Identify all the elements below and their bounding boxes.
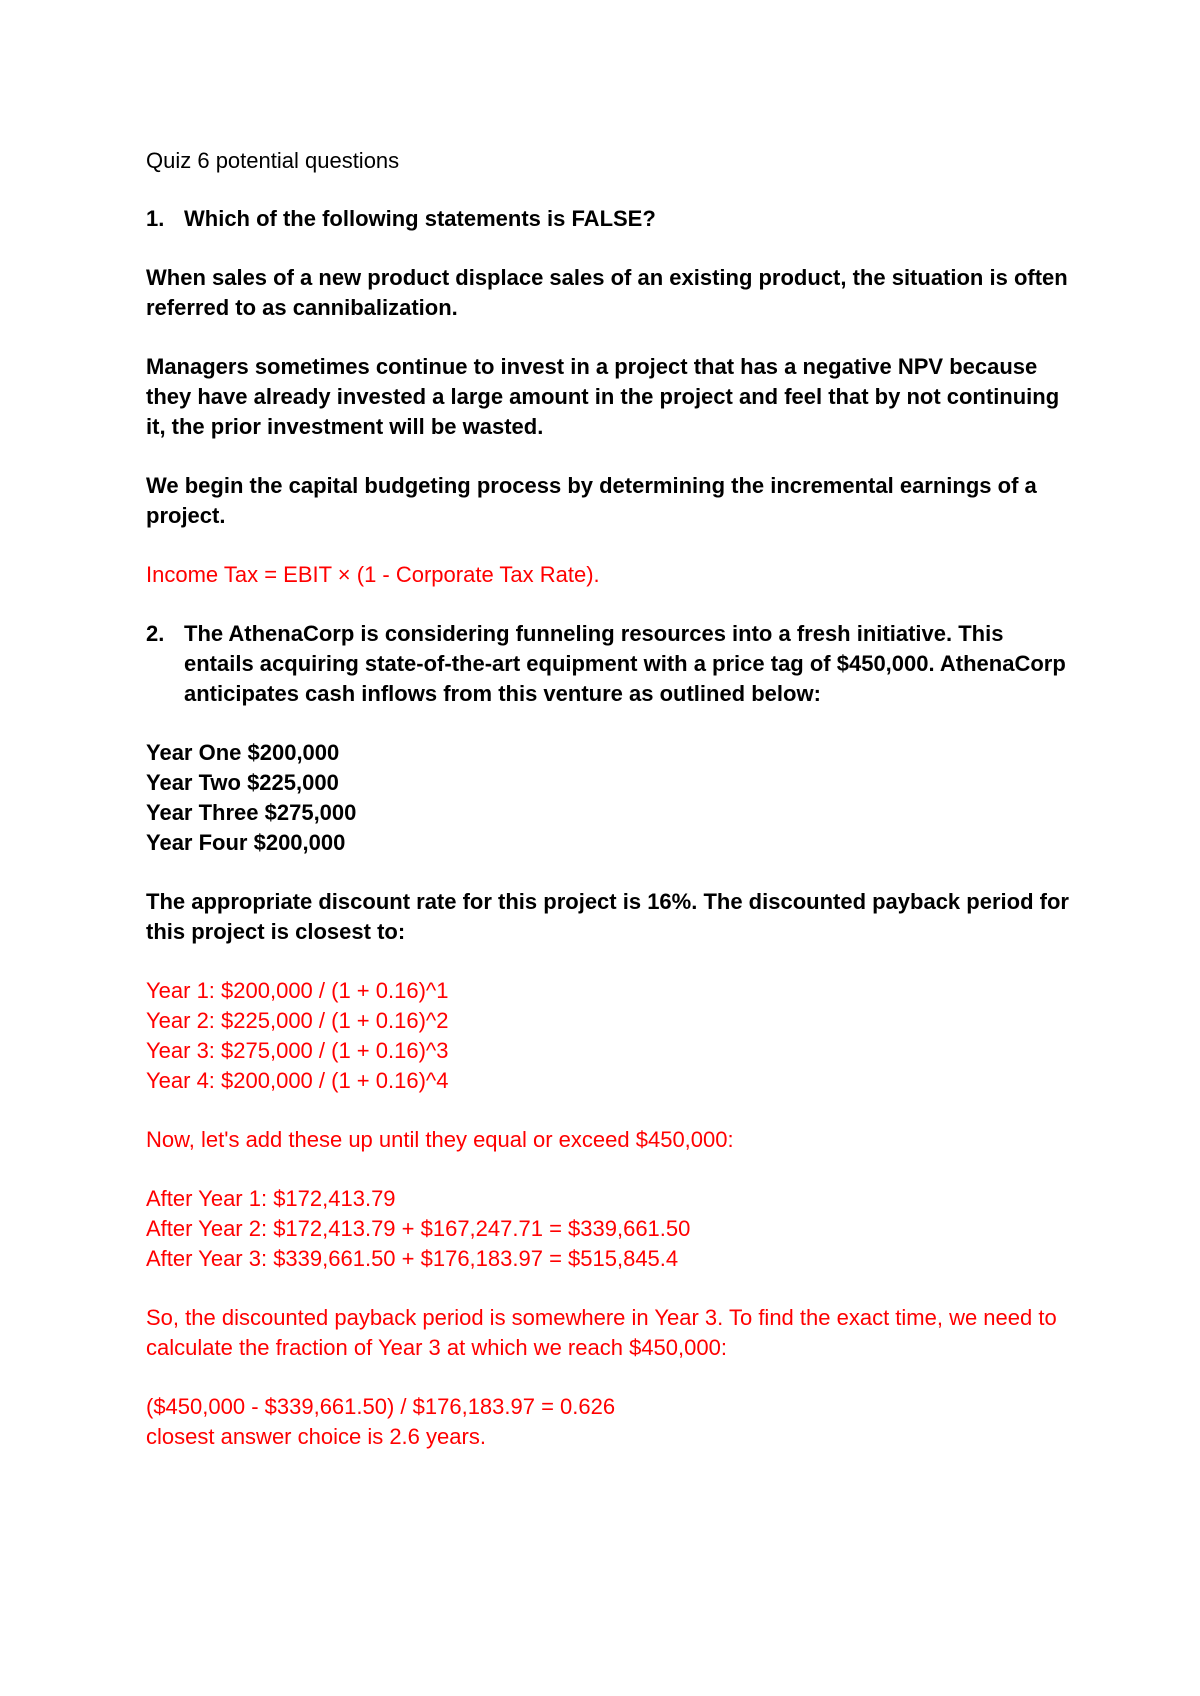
q1-answer: Income Tax = EBIT × (1 - Corporate Tax Rate). bbox=[146, 562, 600, 587]
question-1-text: Which of the following statements is FALSE? bbox=[184, 206, 656, 231]
cash-flow-item: Year Four $200,000 bbox=[146, 830, 346, 855]
question-1 bbox=[146, 204, 1076, 234]
calc-line: Year 4: $200,000 / (1 + 0.16)^4 bbox=[146, 1068, 449, 1093]
calc-line: Year 3: $275,000 / (1 + 0.16)^3 bbox=[146, 1038, 449, 1063]
question-2-number: 2. bbox=[146, 621, 165, 646]
cash-flow-item: Year Three $275,000 bbox=[146, 800, 357, 825]
final-answer: closest answer choice is 2.6 years. bbox=[146, 1424, 486, 1449]
fraction-line: ($450,000 - $339,661.50) / $176,183.97 = 0.626 bbox=[146, 1394, 616, 1419]
document-title: Quiz 6 potential questions bbox=[146, 148, 400, 173]
cumulative-line: After Year 3: $339,661.50 + $176,183.97 = $515,845.4 bbox=[146, 1246, 679, 1271]
question-2-text: The AthenaCorp is considering funneling resources into a fresh initiative. This entails acquiring state-of-the-art equipment with a price tag of $450,000. AthenaCorp anticipates cash inflows from this venture as outlined below: bbox=[184, 621, 1066, 706]
document-body bbox=[146, 146, 1076, 1481]
sum-intro: Now, let's add these up until they equal or exceed $450,000: bbox=[146, 1127, 734, 1152]
cash-flow-list bbox=[146, 738, 1076, 858]
q1-option-cannibalization: When sales of a new product displace sales of an existing product, the situation is often referred to as cannibalization. bbox=[146, 265, 1068, 320]
discount-calculations bbox=[146, 976, 1076, 1096]
cash-flow-item: Year Two $225,000 bbox=[146, 770, 339, 795]
q1-option-sunk-cost: Managers sometimes continue to invest in a project that has a negative NPV because they have already invested a large amount in the project and feel that by not continuing it, the prior investment will be wasted. bbox=[146, 354, 1060, 439]
cumulative-line: After Year 2: $172,413.79 + $167,247.71 = $339,661.50 bbox=[146, 1216, 691, 1241]
final-calculation bbox=[146, 1392, 1076, 1452]
cumulative-totals bbox=[146, 1184, 1076, 1274]
cash-flow-item: Year One $200,000 bbox=[146, 740, 340, 765]
q2-prompt: The appropriate discount rate for this project is 16%. The discounted payback period for this project is closest to: bbox=[146, 889, 1069, 944]
q1-option-incremental-earnings: We begin the capital budgeting process by determining the incremental earnings of a project. bbox=[146, 473, 1037, 528]
cumulative-line: After Year 1: $172,413.79 bbox=[146, 1186, 396, 1211]
question-1-number: 1. bbox=[146, 206, 165, 231]
conclusion: So, the discounted payback period is somewhere in Year 3. To find the exact time, we need to calculate the fraction of Year 3 at which we reach $450,000: bbox=[146, 1305, 1057, 1360]
calc-line: Year 2: $225,000 / (1 + 0.16)^2 bbox=[146, 1008, 449, 1033]
question-2 bbox=[146, 619, 1076, 709]
calc-line: Year 1: $200,000 / (1 + 0.16)^1 bbox=[146, 978, 449, 1003]
